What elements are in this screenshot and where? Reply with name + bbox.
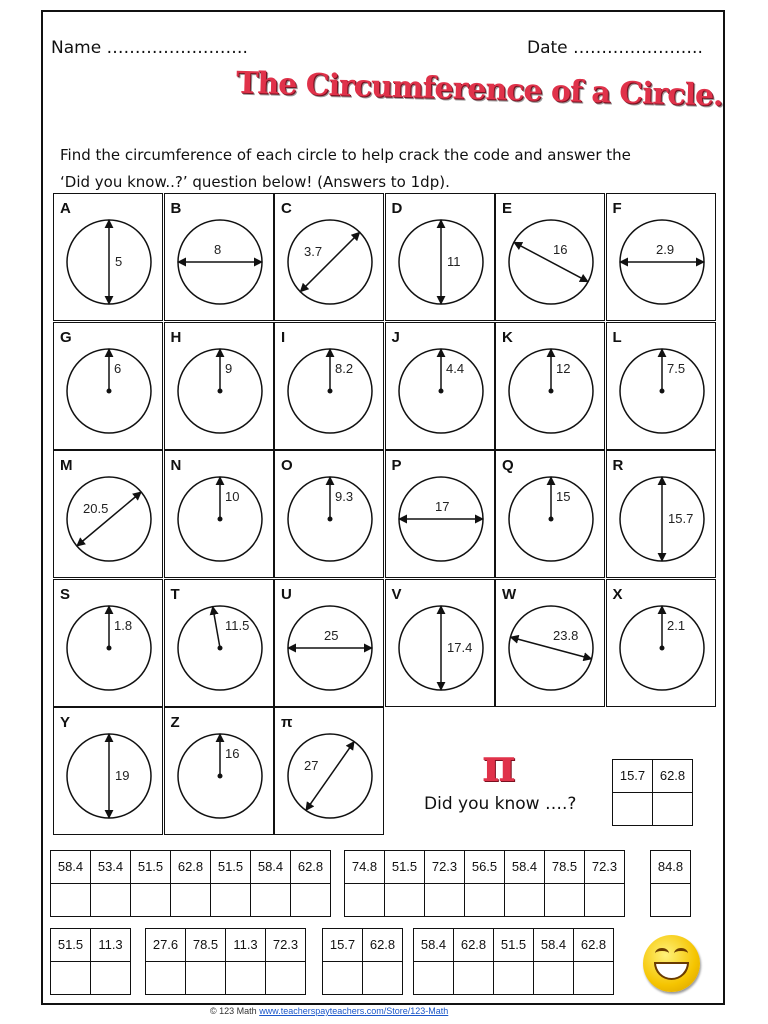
code-value-cell (454, 929, 494, 962)
circle-letter: O (281, 457, 293, 474)
code-value: 53.4 (97, 859, 124, 874)
laughing-smiley-icon (643, 935, 700, 992)
measurement-label: 9 (224, 360, 232, 376)
circle-cell (495, 193, 605, 321)
answer-letter-box[interactable] (91, 962, 131, 995)
measurement-label: 25 (324, 627, 339, 643)
diameter-arrow (514, 242, 588, 281)
circle-diagram (54, 580, 164, 708)
circle-diagram (386, 451, 496, 579)
code-value-cell (653, 760, 693, 793)
answer-letter-box[interactable] (226, 962, 266, 995)
code-value-cell (505, 851, 545, 884)
measurement-label: 17 (434, 499, 449, 514)
measurement-label: 11.5 (224, 617, 249, 633)
circle-diagram (386, 580, 496, 708)
code-group (344, 850, 625, 917)
circle-letter: T (170, 585, 180, 603)
answer-letter-box[interactable] (385, 884, 425, 917)
circle-cell (164, 193, 274, 321)
code-value: 51.5 (391, 859, 418, 874)
code-value-cell (363, 929, 403, 962)
measurement-label: 8 (213, 242, 221, 257)
measurement-label: 12 (556, 360, 571, 376)
code-group (650, 850, 691, 917)
did-you-know-question: Did you know ….? (424, 794, 577, 814)
circle-cell (53, 193, 163, 321)
code-group (145, 928, 306, 995)
measurement-label: 6 (114, 360, 122, 376)
code-value: 62.8 (369, 937, 396, 952)
measurement-label: 16 (553, 242, 568, 257)
circle-diagram (275, 323, 385, 451)
code-value-cell (211, 851, 251, 884)
code-value-cell (385, 851, 425, 884)
circle-cell (164, 707, 274, 835)
code-value: 72.3 (591, 859, 618, 874)
circle-cell (606, 450, 716, 578)
code-value: 62.8 (460, 937, 487, 952)
name-field: Name ……………………. (51, 38, 248, 58)
answer-letter-box[interactable] (131, 884, 171, 917)
answer-letter-box[interactable] (585, 884, 625, 917)
code-value-cell (266, 929, 306, 962)
code-value-cell (146, 929, 186, 962)
circle-diagram (607, 194, 717, 322)
answer-letter-box[interactable] (251, 884, 291, 917)
circle-cell (385, 579, 495, 707)
code-value: 11.3 (98, 937, 123, 952)
code-value: 51.5 (137, 859, 164, 874)
code-value-cell (91, 851, 131, 884)
circle-letter: C (281, 200, 292, 217)
measurement-label: 2.9 (655, 242, 674, 257)
measurement-label: 11 (446, 254, 460, 269)
code-value-cell (613, 760, 653, 793)
circle-letter: G (60, 328, 72, 346)
code-group (413, 928, 614, 995)
measurement-label: 27 (304, 758, 319, 773)
code-value: 84.8 (657, 859, 684, 874)
circle-cell (385, 193, 495, 321)
code-group (50, 850, 331, 917)
circle-cell (274, 193, 384, 321)
instructions-line-1: Find the circumference of each circle to help crack the code and answer the (60, 146, 631, 164)
worksheet-title: The Circumference of a Circle. (235, 65, 723, 114)
circle-cell (164, 579, 274, 707)
answer-letter-box[interactable] (51, 962, 91, 995)
circle-cell (606, 579, 716, 707)
code-value: 72.3 (431, 859, 458, 874)
code-value-cell (494, 929, 534, 962)
diameter-arrow (300, 232, 359, 291)
answer-letter-box[interactable] (534, 962, 574, 995)
code-value: 15.7 (619, 768, 646, 783)
answer-letter-box[interactable] (613, 793, 653, 826)
circle-cell (274, 579, 384, 707)
circle-letter: E (502, 200, 513, 217)
code-value-cell (414, 929, 454, 962)
code-group (50, 928, 131, 995)
pi-symbol: π (482, 738, 516, 792)
measurement-label: 8.2 (335, 360, 354, 376)
circle-letter: A (60, 200, 71, 217)
answer-letter-box[interactable] (545, 884, 585, 917)
answer-letter-box[interactable] (574, 962, 614, 995)
answer-letter-box[interactable] (323, 962, 363, 995)
code-value-cell (186, 929, 226, 962)
answer-letter-box[interactable] (363, 962, 403, 995)
instructions-line-2: ‘Did you know..?’ question below! (Answers to 1dp). (60, 173, 450, 191)
code-value: 51.5 (500, 937, 527, 952)
answer-letter-box[interactable] (494, 962, 534, 995)
circle-cell (385, 450, 495, 578)
code-value: 62.8 (659, 768, 686, 783)
measurement-label: 16 (224, 746, 239, 761)
circle-letter: L (612, 328, 622, 346)
code-value: 15.7 (329, 937, 356, 952)
circle-cell (606, 322, 716, 450)
radius-arrow (212, 606, 219, 647)
circle-letter: I (281, 328, 286, 346)
answer-letter-box[interactable] (266, 962, 306, 995)
code-value-cell (226, 929, 266, 962)
code-value-cell (425, 851, 465, 884)
code-value: 58.4 (420, 937, 447, 952)
circle-letter: S (60, 585, 71, 603)
circle-letter: B (170, 200, 182, 217)
answer-letter-box[interactable] (146, 962, 186, 995)
circle-letter: V (391, 585, 402, 603)
measurement-label: 23.8 (553, 627, 579, 643)
circle-diagram (496, 194, 606, 322)
store-link[interactable]: www.teacherspayteachers.com/Store/123-Math (259, 1006, 449, 1016)
circle-diagram (165, 708, 275, 836)
circle-cell (274, 707, 384, 835)
answer-letter-box[interactable] (211, 884, 251, 917)
code-value-cell (291, 851, 331, 884)
code-value-cell (171, 851, 211, 884)
circle-cell (164, 450, 274, 578)
code-value-cell (51, 929, 91, 962)
measurement-label: 1.8 (114, 617, 133, 633)
circle-cell (53, 450, 163, 578)
code-value: 58.4 (540, 937, 567, 952)
diameter-arrow (306, 742, 354, 811)
code-value: 51.5 (57, 937, 84, 952)
circle-letter: U (281, 585, 292, 603)
code-value: 74.8 (351, 859, 378, 874)
code-value-cell (323, 929, 363, 962)
code-value: 58.4 (257, 859, 284, 874)
circle-letter: D (391, 200, 403, 217)
circle-letter: π (281, 714, 293, 731)
measurement-label: 19 (115, 768, 130, 783)
code-value: 56.5 (471, 859, 498, 874)
measurement-label: 3.7 (304, 244, 323, 259)
circle-diagram (54, 708, 164, 836)
circle-letter: F (612, 200, 622, 217)
code-value: 62.8 (177, 859, 204, 874)
code-value-cell (651, 851, 691, 884)
circle-cell (495, 579, 605, 707)
circle-letter: P (391, 457, 402, 474)
code-value: 72.3 (272, 937, 299, 952)
code-value: 27.6 (152, 937, 179, 952)
circle-cell (495, 322, 605, 450)
code-value: 51.5 (217, 859, 244, 874)
code-value-cell (545, 851, 585, 884)
measurement-label: 17.4 (446, 639, 472, 655)
circle-letter: Z (170, 714, 180, 731)
circle-diagram (607, 323, 717, 451)
measurement-label: 9.3 (335, 489, 354, 504)
code-value-cell (131, 851, 171, 884)
circle-cell (164, 322, 274, 450)
code-value-cell (345, 851, 385, 884)
circle-letter: R (612, 457, 624, 474)
measurement-label: 5 (115, 254, 123, 269)
answer-letter-box[interactable] (505, 884, 545, 917)
diameter-arrow (510, 637, 591, 659)
answer-letter-box[interactable] (651, 884, 691, 917)
answer-letter-box[interactable] (91, 884, 131, 917)
circle-diagram (165, 580, 275, 708)
circle-letter: J (391, 328, 400, 346)
circle-letter: M (60, 457, 73, 474)
circle-cell (53, 322, 163, 450)
answer-letter-box[interactable] (51, 884, 91, 917)
answer-letter-box[interactable] (425, 884, 465, 917)
code-value: 58.4 (511, 859, 538, 874)
measurement-label: 7.5 (666, 360, 685, 376)
circle-cell (385, 322, 495, 450)
circle-cell (495, 450, 605, 578)
circle-cell (274, 322, 384, 450)
circle-letter: K (502, 328, 513, 346)
measurement-label: 10 (224, 489, 239, 504)
code-value: 11.3 (233, 937, 258, 952)
answer-letter-box[interactable] (291, 884, 331, 917)
circle-letter: Q (502, 457, 514, 474)
date-field: Date ………………….. (527, 38, 703, 58)
circle-cell (53, 707, 163, 835)
answer-letter-box[interactable] (345, 884, 385, 917)
code-value-cell (465, 851, 505, 884)
code-value-cell (251, 851, 291, 884)
answer-letter-box[interactable] (454, 962, 494, 995)
circle-cell (53, 579, 163, 707)
code-value: 62.8 (580, 937, 607, 952)
answer-letter-box[interactable] (186, 962, 226, 995)
measurement-label: 2.1 (666, 617, 685, 633)
circle-letter: W (502, 585, 517, 603)
code-group (612, 759, 693, 826)
circle-letter: Y (60, 714, 71, 731)
measurement-label: 15 (556, 489, 571, 504)
code-value: 78.5 (192, 937, 219, 952)
measurement-label: 15.7 (667, 511, 693, 526)
footer (210, 1006, 448, 1016)
code-group (322, 928, 403, 995)
code-value-cell (91, 929, 131, 962)
answer-letter-box[interactable] (653, 793, 693, 826)
code-value-cell (534, 929, 574, 962)
code-value-cell (574, 929, 614, 962)
copyright-text: © 123 Math (210, 1006, 257, 1016)
answer-letter-box[interactable] (171, 884, 211, 917)
circle-letter: H (170, 328, 182, 346)
code-value: 78.5 (551, 859, 578, 874)
measurement-label: 4.4 (445, 360, 464, 376)
circle-letter: X (612, 585, 623, 603)
code-value-cell (51, 851, 91, 884)
answer-letter-box[interactable] (465, 884, 505, 917)
code-value: 62.8 (297, 859, 324, 874)
circle-diagram (607, 580, 717, 708)
measurement-label: 20.5 (83, 501, 109, 516)
circle-cell (606, 193, 716, 321)
circle-letter: N (170, 457, 182, 474)
circle-cell (274, 450, 384, 578)
code-value: 58.4 (57, 859, 84, 874)
code-value-cell (585, 851, 625, 884)
circle-diagram (386, 323, 496, 451)
answer-letter-box[interactable] (414, 962, 454, 995)
